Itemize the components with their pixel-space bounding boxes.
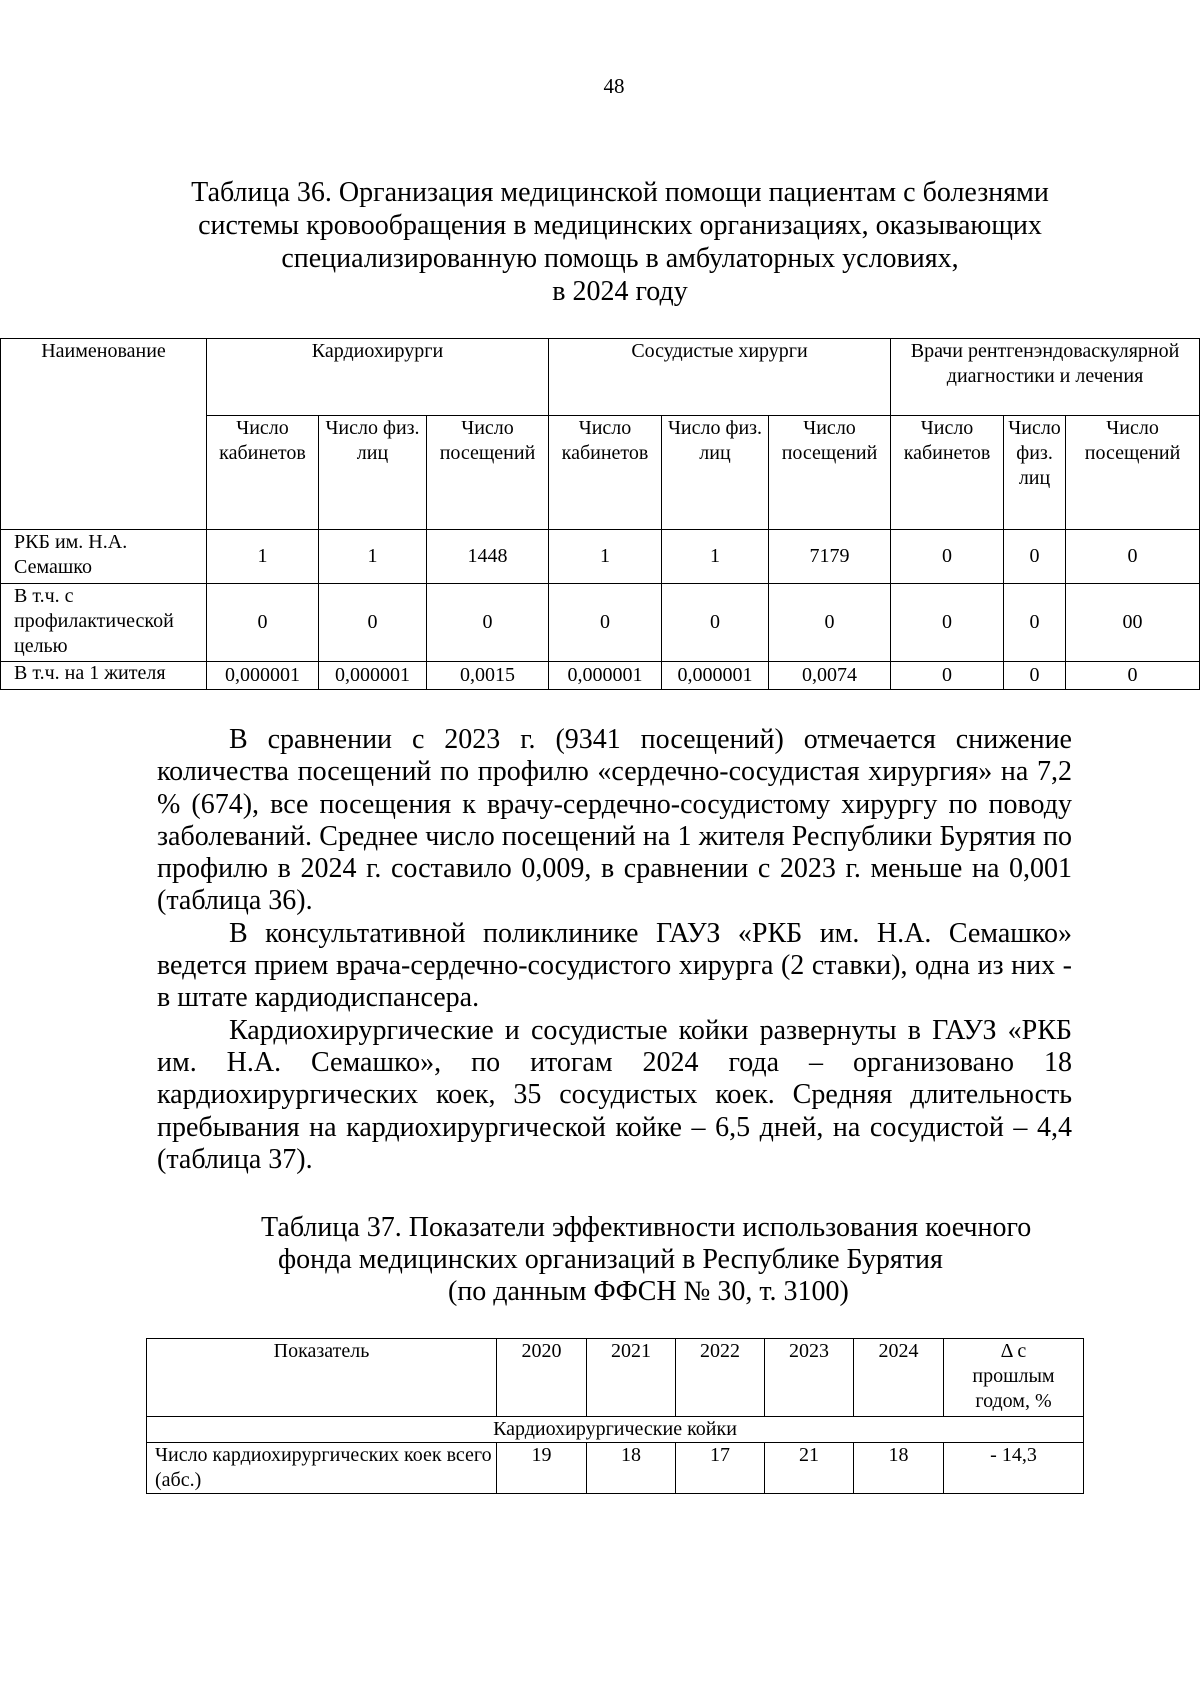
cell: 0 — [1004, 530, 1066, 584]
table-37-title-line: фонда медицинских организаций в Республике Бурятия — [278, 1244, 943, 1275]
cell: 1 — [662, 530, 769, 584]
table-37-title-line: Таблица 37. Показатели эффективности использования коечного — [261, 1212, 1032, 1243]
subheader: Число кабинетов — [549, 416, 662, 530]
table-37 — [146, 1338, 1084, 1494]
subheader: Число кабинетов — [891, 416, 1004, 530]
subheader: Число физ. лиц — [662, 416, 769, 530]
cell: 1 — [549, 530, 662, 584]
cell: 19 — [497, 1443, 587, 1494]
header-year: 2020 — [497, 1339, 587, 1417]
row-label: В т.ч. с профилактической целью — [1, 584, 207, 662]
cell: 0,000001 — [662, 662, 769, 690]
row-label: Число кардиохирургических коек всего (абс.) — [147, 1443, 497, 1494]
cell: 0 — [549, 584, 662, 662]
table-36-title-line: в 2024 году — [552, 276, 688, 307]
header-name: Наименование — [1, 339, 207, 530]
cell: 0 — [1066, 530, 1200, 584]
cell: 0,0074 — [769, 662, 891, 690]
cell: 0 — [319, 584, 427, 662]
cell: 7179 — [769, 530, 891, 584]
table-36-title-line: Таблица 36. Организация медицинской помощи пациентам с болезнями — [191, 177, 1049, 208]
header-indicator: Показатель — [147, 1339, 497, 1417]
cell: 0,000001 — [207, 662, 319, 690]
group-header-vascular-surgeons: Сосудистые хирурги — [549, 339, 891, 416]
cell: 0 — [891, 662, 1004, 690]
cell: - 14,3 — [944, 1443, 1084, 1494]
cell: 0 — [769, 584, 891, 662]
cell: 0,000001 — [549, 662, 662, 690]
subheader: Число посещений — [769, 416, 891, 530]
cell: 1448 — [427, 530, 549, 584]
table-36-title-line: специализированную помощь в амбулаторных условиях, — [281, 243, 959, 274]
cell: 0 — [891, 584, 1004, 662]
cell: 0 — [662, 584, 769, 662]
row-label: В т.ч. на 1 жителя — [1, 662, 207, 690]
cell: 18 — [854, 1443, 944, 1494]
body-text — [157, 724, 1072, 1176]
section-header: Кардиохирургические койки — [147, 1417, 1084, 1443]
table-37-title — [255, 1212, 1045, 1308]
page-number: 48 — [603, 74, 625, 98]
cell: 0,000001 — [319, 662, 427, 690]
subheader: Число физ. лиц — [1004, 416, 1066, 530]
cell: 00 — [1066, 584, 1200, 662]
table-row — [1, 530, 1200, 584]
cell: 0,0015 — [427, 662, 549, 690]
row-label: РКБ им. Н.А. Семашко — [1, 530, 207, 584]
table-36-title-line: системы кровообращения в медицинских организациях, оказывающих — [198, 210, 1042, 241]
header-year: 2021 — [587, 1339, 676, 1417]
paragraph: Кардиохирургические и сосудистые койки развернуты в ГАУЗ «РКБ им. Н.А. Семашко», по итогам 2024 года – организовано 18 кардиохирургических коек, 35 сосудистых коек. Средняя длительность пребывания на кардиохирургической койке – 6,5 дней, на сосудистой – 4,4 (таблица 37). — [157, 1014, 1072, 1175]
cell: 0 — [1004, 662, 1066, 690]
subheader: Число физ. лиц — [319, 416, 427, 530]
group-header-endovascular: Врачи рентгенэндоваскулярной диагностики и лечения — [891, 339, 1200, 416]
subheader: Число посещений — [427, 416, 549, 530]
cell: 1 — [319, 530, 427, 584]
cell: 0 — [1004, 584, 1066, 662]
cell: 0 — [427, 584, 549, 662]
subheader: Число посещений — [1066, 416, 1200, 530]
header-year: 2023 — [765, 1339, 854, 1417]
cell: 17 — [676, 1443, 765, 1494]
table-36-title — [150, 176, 1090, 308]
table-row — [147, 1443, 1084, 1494]
cell: 0 — [1066, 662, 1200, 690]
table-row — [1, 662, 1200, 690]
cell: 18 — [587, 1443, 676, 1494]
header-year: 2022 — [676, 1339, 765, 1417]
paragraph: В сравнении с 2023 г. (9341 посещений) отмечается снижение количества посещений по профилю «сердечно-сосудистая хирургия» на 7,2 % (674), все посещения к врачу-сердечно-сосудистому хирургу по поводу заболеваний. Среднее число посещений на 1 жителя Республики Бурятия по профилю в 2024 г. составило 0,009, в сравнении с 2023 г. меньше на 0,001 (таблица 36). — [157, 724, 1072, 917]
cell: 0 — [207, 584, 319, 662]
group-header-cardiac-surgeons: Кардиохирурги — [207, 339, 549, 416]
subheader: Число кабинетов — [207, 416, 319, 530]
header-year: 2024 — [854, 1339, 944, 1417]
table-row — [1, 584, 1200, 662]
table-36 — [0, 338, 1200, 690]
paragraph: В консультативной поликлинике ГАУЗ «РКБ им. Н.А. Семашко» ведется прием врача-сердечно-сосудистого хирурга (2 ставки), одна из них - в штате кардиодиспансера. — [157, 917, 1072, 1014]
cell: 21 — [765, 1443, 854, 1494]
cell: 1 — [207, 530, 319, 584]
table-37-title-line: (по данным ФФСН № 30, т. 3100) — [448, 1276, 849, 1307]
cell: 0 — [891, 530, 1004, 584]
header-delta: Δ с прошлым годом, % — [944, 1339, 1084, 1417]
